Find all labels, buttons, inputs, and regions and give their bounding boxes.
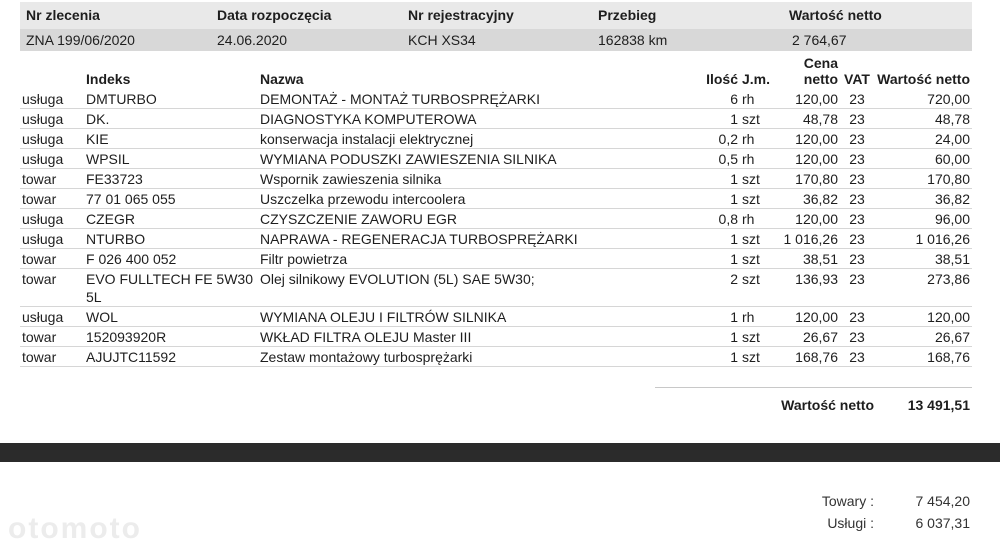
cell-type: usługa: [20, 229, 84, 249]
cell-name: NAPRAWA - REGENERACJA TURBOSPRĘŻARKI: [258, 229, 668, 249]
cell-price: 1 016,26: [772, 229, 840, 249]
cell-index: CZEGR: [84, 209, 258, 229]
cell-unit: szt: [740, 249, 772, 269]
table-row: [20, 149, 972, 169]
table-row: [20, 209, 972, 229]
cell-value: 96,00: [874, 209, 972, 229]
cell-vat: 23: [840, 229, 874, 249]
services-value: 6 037,31: [915, 515, 970, 531]
col-index: Indeks: [86, 71, 131, 87]
value-net-value: 2 764,67: [792, 32, 847, 48]
col-price-line1: Cena: [803, 55, 838, 71]
cell-type: towar: [20, 189, 84, 209]
table-row: [20, 269, 972, 307]
cell-type: usługa: [20, 129, 84, 149]
cell-price: 120,00: [772, 149, 840, 169]
cell-vat: 23: [840, 269, 874, 307]
cell-name: CZYSZCZENIE ZAWORU EGR: [258, 209, 668, 229]
cell-value: 26,67: [874, 327, 972, 347]
watermark-logo: otomoto: [8, 512, 142, 545]
cell-name: konserwacja instalacji elektrycznej: [258, 129, 668, 149]
label-net-value: Wartość netto: [789, 7, 882, 23]
col-name: Nazwa: [260, 71, 304, 87]
cell-type: usługa: [20, 89, 84, 109]
services-label: Usługi :: [827, 515, 874, 531]
col-value: Wartość netto: [877, 71, 970, 87]
table-row: [20, 229, 972, 249]
cell-name: WYMIANA PODUSZKI ZAWIESZENIA SILNIKA: [258, 149, 668, 169]
cell-index: FE33723: [84, 169, 258, 189]
cell-vat: 23: [840, 209, 874, 229]
cell-qty: 1: [668, 307, 740, 327]
cell-name: DEMONTAŻ - MONTAŻ TURBOSPRĘŻARKI: [258, 89, 668, 109]
cell-name: WKŁAD FILTRA OLEJU Master III: [258, 327, 668, 347]
cell-index: DMTURBO: [84, 89, 258, 109]
table-row: [20, 327, 972, 347]
cell-qty: 1: [668, 327, 740, 347]
cell-vat: 23: [840, 89, 874, 109]
cell-price: 120,00: [772, 209, 840, 229]
cell-price: 38,51: [772, 249, 840, 269]
cell-name: Filtr powietrza: [258, 249, 668, 269]
cell-name: DIAGNOSTYKA KOMPUTEROWA: [258, 109, 668, 129]
cell-name: Olej silnikowy EVOLUTION (5L) SAE 5W30;: [258, 269, 668, 307]
col-type: [20, 55, 84, 89]
cell-qty: 1: [668, 169, 740, 189]
cell-index: KIE: [84, 129, 258, 149]
cell-name: WYMIANA OLEJU I FILTRÓW SILNIKA: [258, 307, 668, 327]
table-body: [20, 89, 972, 367]
cell-value: 120,00: [874, 307, 972, 327]
cell-unit: szt: [740, 169, 772, 189]
col-qty: Ilość: [706, 71, 738, 87]
cell-qty: 2: [668, 269, 740, 307]
summary-divider: [655, 387, 972, 388]
cell-vat: 23: [840, 149, 874, 169]
label-mileage: Przebieg: [598, 7, 657, 23]
cell-index: 77 01 065 055: [84, 189, 258, 209]
cell-unit: szt: [740, 269, 772, 307]
cell-type: towar: [20, 327, 84, 347]
cell-value: 1 016,26: [874, 229, 972, 249]
cell-price: 120,00: [772, 129, 840, 149]
cell-qty: 6: [668, 89, 740, 109]
cell-unit: szt: [740, 327, 772, 347]
cell-type: usługa: [20, 149, 84, 169]
cell-vat: 23: [840, 129, 874, 149]
cell-price: 26,67: [772, 327, 840, 347]
cell-value: 38,51: [874, 249, 972, 269]
cell-value: 24,00: [874, 129, 972, 149]
value-start-date: 24.06.2020: [217, 32, 288, 48]
order-header-labels: [20, 2, 972, 29]
label-order-no: Nr zlecenia: [26, 7, 100, 23]
cell-type: towar: [20, 347, 84, 367]
items-table: [20, 55, 972, 367]
cell-unit: szt: [740, 189, 772, 209]
cell-type: towar: [20, 169, 84, 189]
col-unit: J.m.: [742, 71, 771, 87]
cell-price: 120,00: [772, 89, 840, 109]
cell-vat: 23: [840, 249, 874, 269]
table-row: [20, 249, 972, 269]
table-row: [20, 109, 972, 129]
order-header-values: [20, 29, 972, 51]
cell-qty: 1: [668, 189, 740, 209]
cell-value: 273,86: [874, 269, 972, 307]
goods-value: 7 454,20: [915, 493, 970, 509]
cell-vat: 23: [840, 169, 874, 189]
cell-unit: rh: [740, 129, 772, 149]
summary-net-total: 13 491,51: [907, 397, 970, 413]
cell-qty: 1: [668, 347, 740, 367]
cell-index: WPSIL: [84, 149, 258, 169]
cell-price: 36,82: [772, 189, 840, 209]
cell-unit: szt: [740, 347, 772, 367]
cell-type: towar: [20, 249, 84, 269]
cell-value: 168,76: [874, 347, 972, 367]
value-registration: KCH XS34: [408, 32, 476, 48]
value-mileage: 162838 km: [598, 32, 668, 48]
cell-name: Uszczelka przewodu intercoolera: [258, 189, 668, 209]
cell-unit: szt: [740, 229, 772, 249]
cell-value: 36,82: [874, 189, 972, 209]
cell-unit: rh: [740, 209, 772, 229]
cell-qty: 1: [668, 109, 740, 129]
cell-value: 720,00: [874, 89, 972, 109]
cell-type: usługa: [20, 307, 84, 327]
cell-index: 152093920R: [84, 327, 258, 347]
table-row: [20, 89, 972, 109]
cell-price: 48,78: [772, 109, 840, 129]
cell-index: F 026 400 052: [84, 249, 258, 269]
cell-vat: 23: [840, 347, 874, 367]
cell-unit: rh: [740, 149, 772, 169]
cell-vat: 23: [840, 307, 874, 327]
cell-index: WOL: [84, 307, 258, 327]
cell-price: 120,00: [772, 307, 840, 327]
cell-vat: 23: [840, 189, 874, 209]
cell-unit: rh: [740, 307, 772, 327]
table-header-row: [20, 55, 972, 89]
cell-name: Wspornik zawieszenia silnika: [258, 169, 668, 189]
cell-value: 48,78: [874, 109, 972, 129]
cell-vat: 23: [840, 109, 874, 129]
cell-index: DK.: [84, 109, 258, 129]
cell-qty: 1: [668, 229, 740, 249]
value-order-no: ZNA 199/06/2020: [26, 32, 135, 48]
table-row: [20, 347, 972, 367]
cell-index: EVO FULLTECH FE 5W30 5L: [84, 269, 258, 307]
cell-type: towar: [20, 269, 84, 307]
label-start-date: Data rozpoczęcia: [217, 7, 332, 23]
summary-net-label: Wartość netto: [781, 397, 874, 413]
table-row: [20, 169, 972, 189]
cell-type: usługa: [20, 109, 84, 129]
cell-index: AJUJTC11592: [84, 347, 258, 367]
goods-label: Towary :: [821, 493, 874, 509]
cell-value: 170,80: [874, 169, 972, 189]
cell-qty: 1: [668, 249, 740, 269]
table-row: [20, 129, 972, 149]
page-separator-bar: [0, 443, 1000, 462]
cell-unit: rh: [740, 89, 772, 109]
col-vat: VAT: [844, 71, 870, 87]
cell-qty: 0,5: [668, 149, 740, 169]
col-price: [772, 55, 840, 89]
cell-price: 170,80: [772, 169, 840, 189]
cell-qty: 0,8: [668, 209, 740, 229]
table-row: [20, 189, 972, 209]
cell-price: 168,76: [772, 347, 840, 367]
col-price-line2: netto: [803, 71, 838, 87]
cell-vat: 23: [840, 327, 874, 347]
cell-value: 60,00: [874, 149, 972, 169]
cell-price: 136,93: [772, 269, 840, 307]
cell-type: usługa: [20, 209, 84, 229]
table-row: [20, 307, 972, 327]
cell-index: NTURBO: [84, 229, 258, 249]
cell-unit: szt: [740, 109, 772, 129]
cell-qty: 0,2: [668, 129, 740, 149]
label-registration: Nr rejestracyjny: [408, 7, 514, 23]
cell-name: Zestaw montażowy turbosprężarki: [258, 347, 668, 367]
